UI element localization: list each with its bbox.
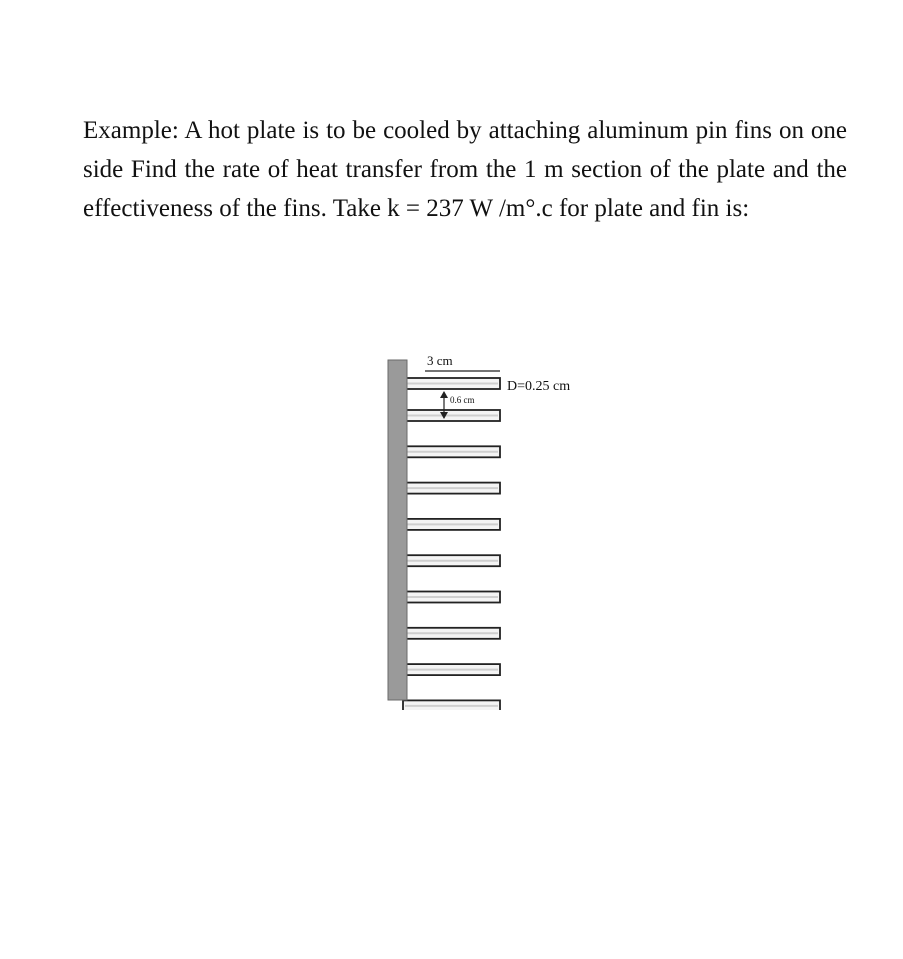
- pin-fin-drawing: [375, 340, 635, 710]
- pin-fin-diagram: [375, 340, 635, 710]
- spacing-arrow-up-icon: [440, 391, 448, 398]
- fin-array: [403, 378, 500, 710]
- diameter-label: D=0.25 cm: [507, 379, 571, 394]
- spacing-label: 0.6 cm: [450, 395, 475, 405]
- fin-length-label: 3 cm: [427, 353, 453, 368]
- problem-statement: Example: A hot plate is to be cooled by attaching aluminum pin fins on one side Find the rate of heat transfer from the 1 m section of the plate and the effectiveness of the fins. Take k = 237 W /m°.c for plate and fin is:: [83, 117, 847, 222]
- hot-plate: [388, 360, 407, 700]
